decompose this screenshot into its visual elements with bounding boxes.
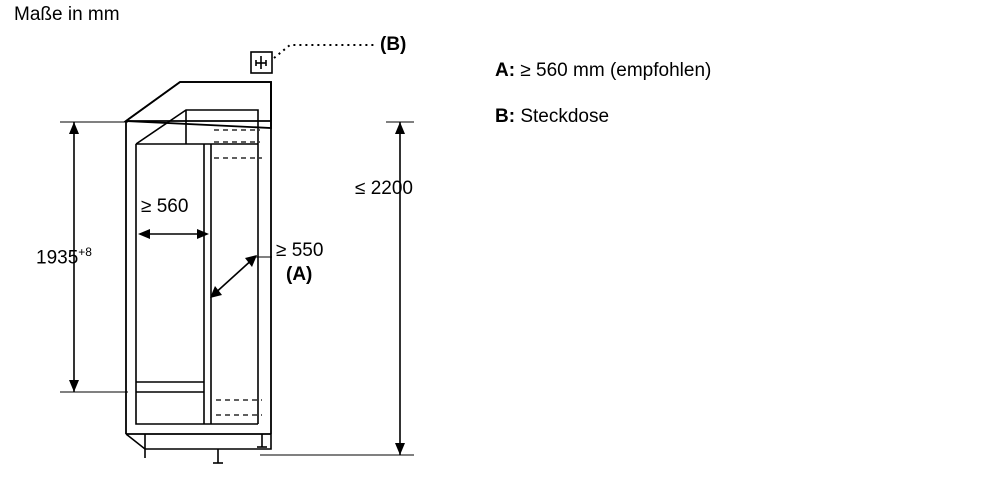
dimension-label-2200: ≤ 2200 [355,178,413,199]
dimension-label-1935: $1935^{+8}$ [36,245,92,269]
dimension-depth-550 [210,255,272,298]
legend-key-a: A: [495,60,516,81]
page-title: Maße in mm [14,4,120,25]
legend-text-a: ≥ 560 mm (empfohlen) [515,60,712,81]
niche-front-frame [136,144,211,424]
socket-icon [251,52,272,73]
legend-item-a [495,60,711,82]
dimension-label-550: ≥ 550 [276,240,324,261]
socket-leader-line [274,45,374,58]
dimension-height-2200 [260,122,414,455]
dimension-label-550-ref: (A) [286,264,313,285]
callout-label-b: (B) [380,34,407,55]
legend-text-b: Steckdose [515,106,610,127]
legend-item-b [495,106,609,128]
niche-opening [136,110,258,424]
dimension-label-560: ≥ 560 [141,196,189,217]
legend-key-b: B: [495,106,516,127]
dimension-width-560 [138,229,209,239]
cabinet-plinth [126,434,271,463]
